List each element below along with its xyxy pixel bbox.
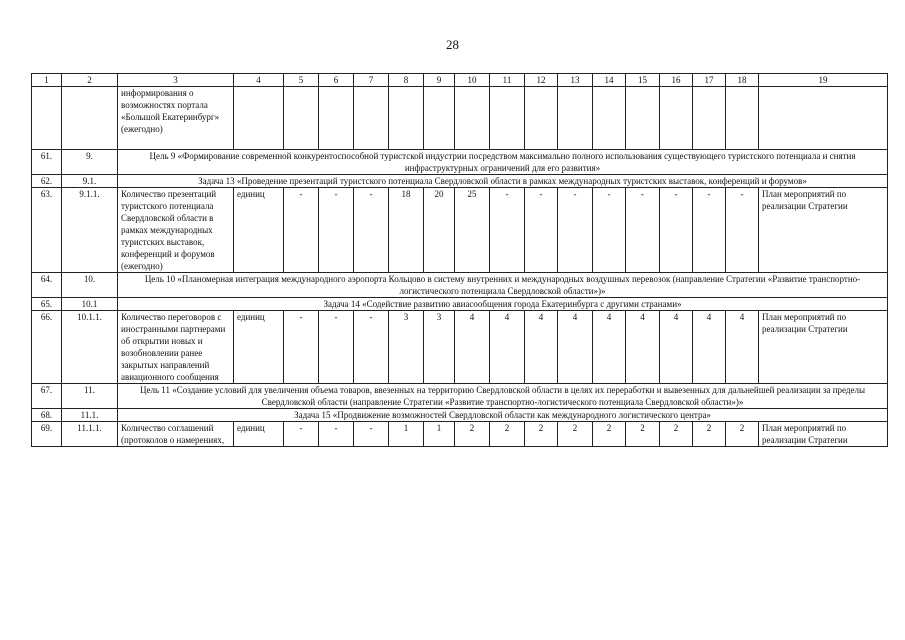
column-number: 4 bbox=[234, 74, 284, 87]
column-number: 11 bbox=[490, 74, 525, 87]
indicator-value: - bbox=[319, 422, 354, 447]
column-number: 3 bbox=[118, 74, 234, 87]
indicator-value: 2 bbox=[626, 422, 660, 447]
continuation-row bbox=[32, 87, 888, 150]
indicator-value: - bbox=[284, 311, 319, 384]
indicator-value: - bbox=[558, 188, 593, 273]
row-number: 68. bbox=[32, 409, 62, 422]
indicator-value: 4 bbox=[593, 311, 626, 384]
row-number: 67. bbox=[32, 384, 62, 409]
row-code: 10.1 bbox=[62, 298, 118, 311]
indicator-value: 4 bbox=[626, 311, 660, 384]
indicator-value: - bbox=[626, 188, 660, 273]
row-number: 63. bbox=[32, 188, 62, 273]
indicator-value: 1 bbox=[389, 422, 424, 447]
column-number: 8 bbox=[389, 74, 424, 87]
column-number-row bbox=[32, 74, 888, 87]
column-number: 18 bbox=[726, 74, 759, 87]
indicator-unit: единиц bbox=[234, 188, 284, 273]
indicator-value: 2 bbox=[455, 422, 490, 447]
indicator-name: Количество соглашений (протоколов о намерениях, bbox=[118, 422, 234, 447]
indicator-value: 2 bbox=[525, 422, 558, 447]
section-title: Задача 13 «Проведение презентаций туристского потенциала Свердловской области в рамках международных туристских выставок, конференций и форумов» bbox=[118, 175, 888, 188]
indicator-value: 4 bbox=[693, 311, 726, 384]
indicator-row bbox=[32, 311, 888, 384]
row-code: 9. bbox=[62, 150, 118, 175]
page-number: 28 bbox=[446, 37, 459, 52]
indicator-value: 4 bbox=[525, 311, 558, 384]
row-number: 62. bbox=[32, 175, 62, 188]
column-number: 10 bbox=[455, 74, 490, 87]
row-number: 65. bbox=[32, 298, 62, 311]
section-row bbox=[32, 409, 888, 422]
section-title: Задача 15 «Продвижение возможностей Свердловской области как международного логистического центра» bbox=[118, 409, 888, 422]
section-row bbox=[32, 298, 888, 311]
indicator-value: - bbox=[660, 188, 693, 273]
indicator-unit: единиц bbox=[234, 311, 284, 384]
row-code: 11.1. bbox=[62, 409, 118, 422]
indicator-unit: единиц bbox=[234, 422, 284, 447]
indicator-value: 1 bbox=[424, 422, 455, 447]
indicator-value: - bbox=[319, 188, 354, 273]
section-row bbox=[32, 384, 888, 409]
indicator-value: - bbox=[726, 188, 759, 273]
indicator-value: 3 bbox=[424, 311, 455, 384]
column-number: 2 bbox=[62, 74, 118, 87]
section-row bbox=[32, 273, 888, 298]
indicator-value: - bbox=[354, 188, 389, 273]
column-number: 16 bbox=[660, 74, 693, 87]
indicators-table bbox=[31, 73, 888, 447]
indicator-value: 4 bbox=[660, 311, 693, 384]
section-title: Задача 14 «Содействие развитию авиасообщения города Екатеринбурга с другими странами» bbox=[118, 298, 888, 311]
row-code: 9.1. bbox=[62, 175, 118, 188]
indicator-value: 4 bbox=[726, 311, 759, 384]
column-number: 19 bbox=[759, 74, 888, 87]
indicator-value: 20 bbox=[424, 188, 455, 273]
section-title: Цель 10 «Планомерная интеграция международного аэропорта Кольцово в систему внутренних и международных воздушных перевозок (направление Стратегии «Развитие транспортно-логистического потенциала Свердловской области»)» bbox=[118, 273, 888, 298]
section-row bbox=[32, 175, 888, 188]
column-number: 6 bbox=[319, 74, 354, 87]
indicator-value: 25 bbox=[455, 188, 490, 273]
row-number: 61. bbox=[32, 150, 62, 175]
indicator-value: 2 bbox=[726, 422, 759, 447]
indicator-value: 18 bbox=[389, 188, 424, 273]
indicator-value: 2 bbox=[693, 422, 726, 447]
column-number: 7 bbox=[354, 74, 389, 87]
row-code: 11.1.1. bbox=[62, 422, 118, 447]
indicator-value: - bbox=[354, 311, 389, 384]
indicator-value: 2 bbox=[593, 422, 626, 447]
indicator-source: План мероприятий по реализации Стратегии bbox=[759, 311, 888, 384]
column-number: 15 bbox=[626, 74, 660, 87]
indicator-value: - bbox=[284, 188, 319, 273]
row-number: 64. bbox=[32, 273, 62, 298]
indicator-name: Количество презентаций туристского потенциала Свердловской области в рамках международных туристских выставок, конференций и форумов (ежегодно) bbox=[118, 188, 234, 273]
row-code: 10.1.1. bbox=[62, 311, 118, 384]
row-number: 69. bbox=[32, 422, 62, 447]
section-row bbox=[32, 150, 888, 175]
indicator-value: 4 bbox=[558, 311, 593, 384]
column-number: 17 bbox=[693, 74, 726, 87]
column-number: 13 bbox=[558, 74, 593, 87]
indicator-value: - bbox=[354, 422, 389, 447]
indicator-value: - bbox=[693, 188, 726, 273]
indicator-row bbox=[32, 188, 888, 273]
indicator-value: 3 bbox=[389, 311, 424, 384]
indicator-name: Количество переговоров с иностранными партнерами об открытии новых и возобновлении ранее закрытых направлений авиационного сообщения bbox=[118, 311, 234, 384]
row-code: 11. bbox=[62, 384, 118, 409]
indicator-value: - bbox=[525, 188, 558, 273]
indicator-value: 2 bbox=[558, 422, 593, 447]
indicator-source: План мероприятий по реализации Стратегии bbox=[759, 188, 888, 273]
section-title: Цель 11 «Создание условий для увеличения объема товаров, ввезенных на территорию Свердловской области в целях их переработки и вывезенных для дальнейшей реализации за пределы Свердловской области (направление Стратегии «Развитие транспортно-логистического потенциала Свердловской области»)» bbox=[118, 384, 888, 409]
indicator-value: 2 bbox=[660, 422, 693, 447]
indicator-value: - bbox=[319, 311, 354, 384]
indicator-name: информирования о возможностях портала «Большой Екатеринбург» (ежегодно) bbox=[118, 87, 234, 150]
row-number: 66. bbox=[32, 311, 62, 384]
column-number: 9 bbox=[424, 74, 455, 87]
row-code: 9.1.1. bbox=[62, 188, 118, 273]
indicator-value: - bbox=[490, 188, 525, 273]
column-number: 12 bbox=[525, 74, 558, 87]
row-code: 10. bbox=[62, 273, 118, 298]
indicator-row bbox=[32, 422, 888, 447]
indicator-value: - bbox=[284, 422, 319, 447]
indicator-value: 4 bbox=[455, 311, 490, 384]
indicator-value: 4 bbox=[490, 311, 525, 384]
section-title: Цель 9 «Формирование современной конкурентоспособной туристской индустрии посредством максимально полного использования существующего туристского потенциала и снятия инфраструктурных ограничений для его развития» bbox=[118, 150, 888, 175]
indicator-value: - bbox=[593, 188, 626, 273]
column-number: 14 bbox=[593, 74, 626, 87]
column-number: 5 bbox=[284, 74, 319, 87]
row-code bbox=[62, 87, 118, 150]
row-number bbox=[32, 87, 62, 150]
indicator-value: 2 bbox=[490, 422, 525, 447]
indicator-source: План мероприятий по реализации Стратегии bbox=[759, 422, 888, 447]
column-number: 1 bbox=[32, 74, 62, 87]
